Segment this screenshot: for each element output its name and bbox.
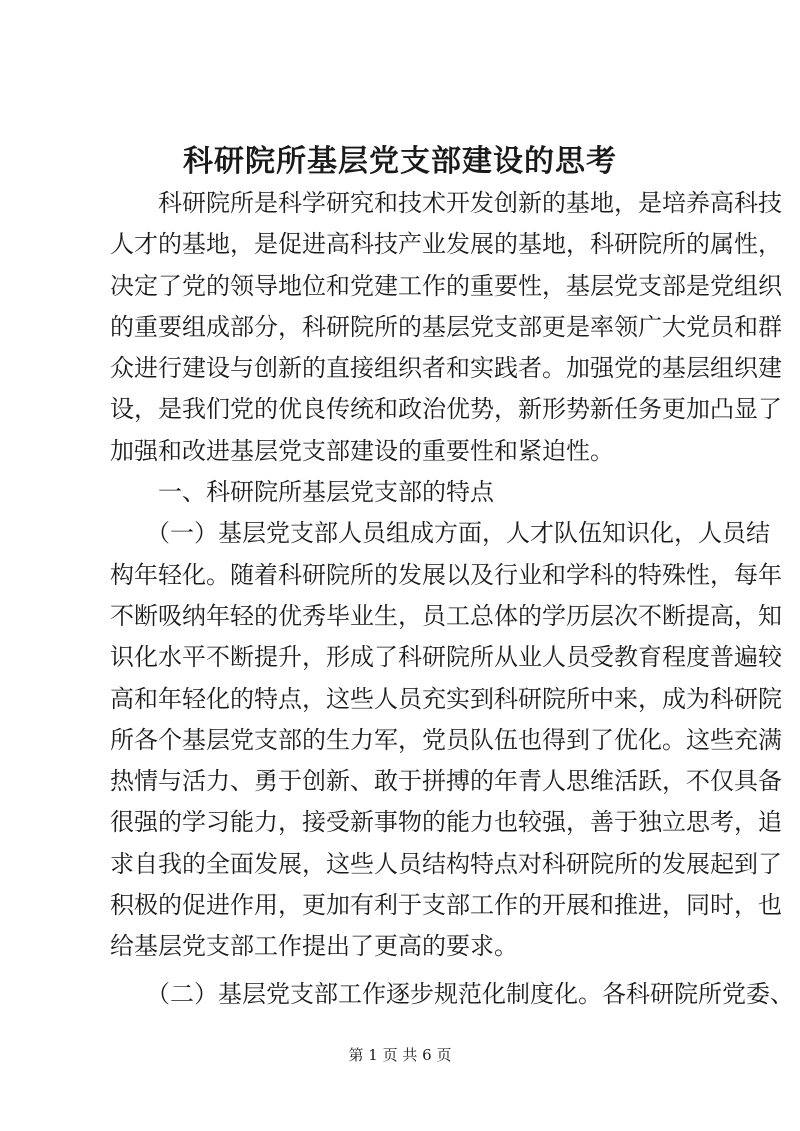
text-line: 积极的促进作用，更加有利于支部工作的开展和推进，同时，也 xyxy=(110,891,782,920)
document-body xyxy=(110,183,794,1015)
text-line: 所各个基层党支部的生力军，党员队伍也得到了优化。这些充满 xyxy=(110,725,782,754)
document-title: 科研院所基层党支部建设的思考 xyxy=(183,144,617,179)
text-line: 构年轻化。随着科研院所的发展以及行业和学科的特殊性，每年 xyxy=(110,560,782,589)
text-line: 很强的学习能力，接受新事物的能力也较强，善于独立思考，追 xyxy=(110,808,782,837)
section-heading: 一、科研院所基层党支部的特点 xyxy=(110,478,494,507)
text-line: 众进行建设与创新的直接组织者和实践者。加强党的基层组织建 xyxy=(110,354,782,383)
text-line: 设，是我们党的优良传统和政治优势，新形势新任务更加凸显了 xyxy=(110,395,782,424)
text-line: 科研院所是科学研究和技术开发创新的基地，是培养高科技 xyxy=(110,189,782,217)
text-line: 热情与活力、勇于创新、敢于拼搏的年青人思维活跃，不仅具备 xyxy=(110,767,782,796)
text-line: 求自我的全面发展，这些人员结构特点对科研院所的发展起到了 xyxy=(110,849,782,878)
text-line: 加强和改进基层党支部建设的重要性和紧迫性。 xyxy=(110,436,614,465)
text-line: 高和年轻化的特点，这些人员充实到科研院所中来，成为科研院 xyxy=(110,684,782,713)
text-line: （一）基层党支部人员组成方面，人才队伍知识化，人员结 xyxy=(110,519,770,548)
text-line: 的重要组成部分，科研院所的基层党支部更是率领广大党员和群 xyxy=(110,312,782,341)
text-line: 给基层党支部工作提出了更高的要求。 xyxy=(110,932,518,961)
text-line: 决定了党的领导地位和党建工作的重要性，基层党支部是党组织 xyxy=(110,271,782,300)
page-footer: 第 1 页 共 6 页 xyxy=(348,1046,452,1064)
text-line: 人才的基地，是促进高科技产业发展的基地，科研院所的属性， xyxy=(110,230,782,259)
text-line: 不断吸纳年轻的优秀毕业生，员工总体的学历层次不断提高，知 xyxy=(110,601,782,630)
text-line: 识化水平不断提升，形成了科研院所从业人员受教育程度普遍较 xyxy=(110,643,782,672)
text-line: （二）基层党支部工作逐步规范化制度化。各科研院所党委、 xyxy=(110,979,794,1008)
